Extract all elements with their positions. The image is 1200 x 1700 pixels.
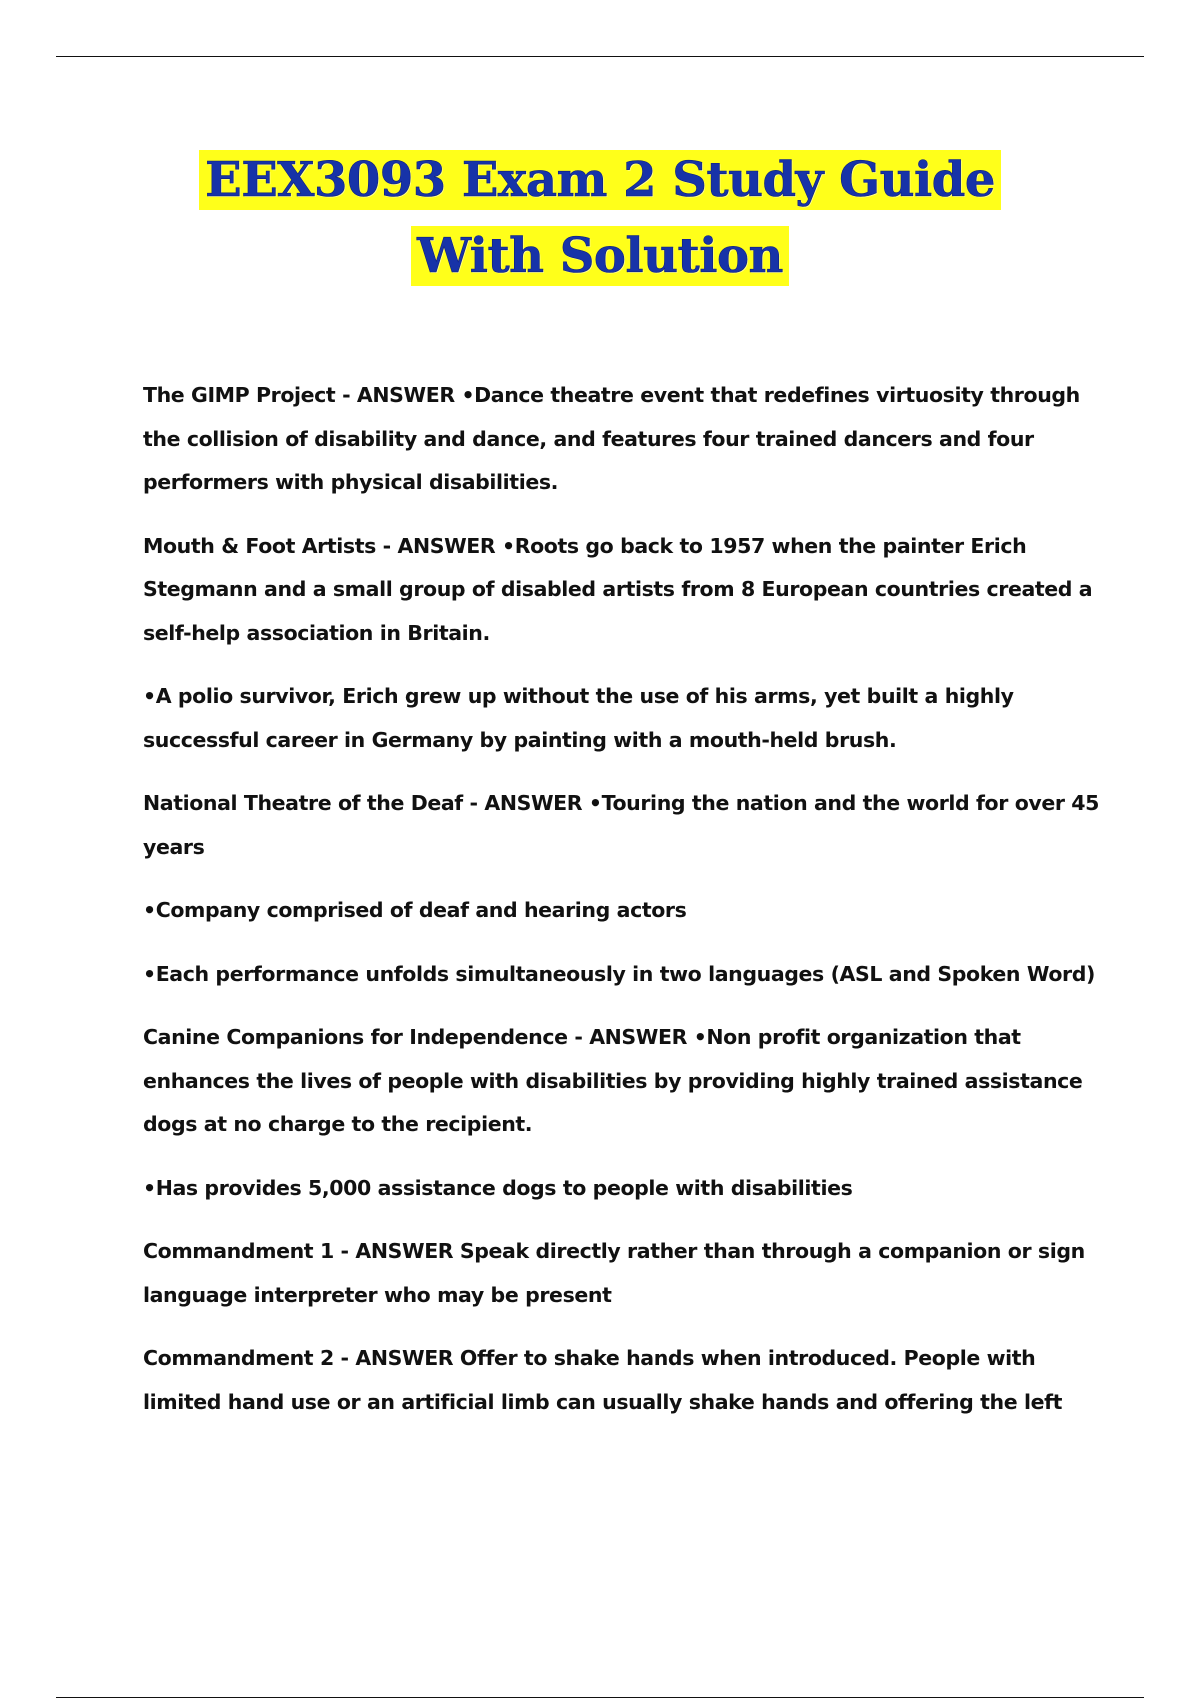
paragraph-commandment-1: Commandment 1 - ANSWER Speak directly rather than through a companion or sign language interpreter who may be present xyxy=(143,1239,1085,1307)
paragraph-assistance-dogs: •Has provides 5,000 assistance dogs to people with disabilities xyxy=(143,1175,853,1200)
paragraph-canine-companions: Canine Companions for Independence - ANSWER •Non profit organization that enhances the lives of people with disabilities by providing highly trained assistance dogs at no charge to the recipient. xyxy=(143,1025,1083,1136)
paragraph-polio-survivor: •A polio survivor, Erich grew up without the use of his arms, yet built a highly successful career in Germany by painting with a mouth-held brush. xyxy=(143,684,1014,752)
document-body xyxy=(143,374,1103,1444)
paragraph-commandment-2: Commandment 2 - ANSWER Offer to shake hands when introduced. People with limited hand use or an artificial limb can usually shake hands and offering the left xyxy=(143,1346,1063,1414)
title-line-1: EEX3093 Exam 2 Study Guide xyxy=(199,150,1001,210)
paragraph-two-languages: •Each performance unfolds simultaneously in two languages (ASL and Spoken Word) xyxy=(143,961,1095,986)
page-title xyxy=(0,142,1200,294)
paragraph-mouth-foot-artists: Mouth & Foot Artists - ANSWER •Roots go back to 1957 when the painter Erich Stegmann and a small group of disabled artists from 8 European countries created a self-help association in Britain. xyxy=(143,533,1093,645)
top-rule xyxy=(56,56,1144,57)
title-line-2: With Solution xyxy=(411,226,789,286)
bottom-rule xyxy=(56,1697,1144,1698)
paragraph-company-actors: •Company comprised of deaf and hearing actors xyxy=(143,898,687,922)
paragraph-gimp-project: The GIMP Project - ANSWER •Dance theatre event that redefines virtuosity through the collision of disability and dance, and features four trained dancers and four performers with physical disabilities. xyxy=(143,383,1080,494)
paragraph-national-theatre-deaf: National Theatre of the Deaf - ANSWER •Touring the nation and the world for over 45 years xyxy=(143,791,1100,859)
